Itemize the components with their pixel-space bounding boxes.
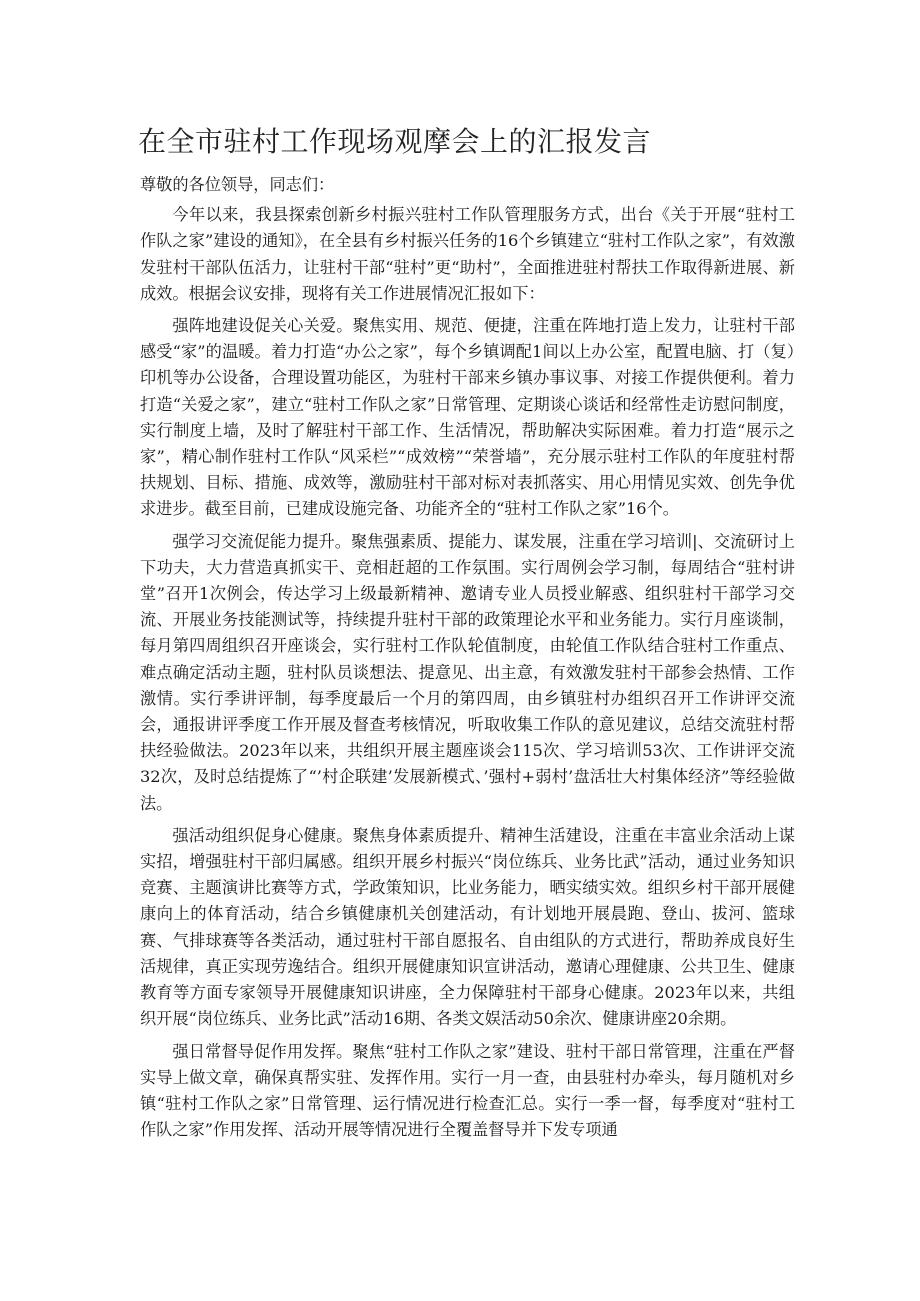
paragraph-daily-supervision: 强日常督导促作用发挥。聚焦“驻村工作队之家”建设、驻村干部日常管理，注重在严督实导上做文章，确保真帮实驻、发挥作用。实行一月一查，由县驻村办牵头，每月随机对乡镇“驻村工作队之家”日常管理、运行情况进行检查汇总。实行一季一督，每季度对“驻村工作队之家”作用发挥、活动开展等情况进行全覆盖督导并下发专项通 xyxy=(140,1041,795,1140)
document-page xyxy=(140,122,795,1149)
paragraph-intro: 今年以来，我县探索创新乡村振兴驻村工作队管理服务方式，出台《关于开展“驻村工作队之家”建设的通知》，在全县有乡村振兴任务的16个乡镇建立“驻村工作队之家”，有效激发驻村干部队伍活力，让驻村干部“驻村”更“助村”，全面推进驻村帮扶工作取得新进展、新成效。根据会议安排，现将有关工作进展情况汇报如下： xyxy=(140,205,795,303)
paragraph-activities-health: 强活动组织促身心健康。聚焦身体素质提升、精神生活建设，注重在丰富业余活动上谋实招，增强驻村干部归属感。组织开展乡村振兴“岗位练兵、业务比武”活动，通过业务知识竞赛、主题演讲比赛等方式，学政策知识，比业务能力，晒实绩实效。组织乡村干部开展健康向上的体育活动，结合乡镇健康机关创建活动，有计划地开展晨跑、登山、拔河、篮球赛、气排球赛等各类活动，通过驻村干部自愿报名、自由组队的方式进行，帮助养成良好生活规律，真正实现劳逸结合。组织开展健康知识宣讲活动，邀请心理健康、公共卫生、健康教育等方面专家领导开展健康知识讲座，全力保障驻村干部身心健康。2023年以来，共组织开展“岗位练兵、业务比武”活动16期、各类文娱活动50余次、健康讲座20余期。 xyxy=(140,825,795,1029)
paragraph-study-exchange: 强学习交流促能力提升。聚焦强素质、提能力、谋发展，注重在学习培训|、交流研讨上下功夫，大力营造真抓实干、竞相赶超的工作氛围。实行周例会学习制，每周结合“驻村讲堂”召开1次例会，传达学习上级最新精神、邀请专业人员授业解惑、组织驻村干部学习交流、开展业务技能测试等，持续提升驻村干部的政策理论水平和业务能力。实行月座谈制，每月第四周组织召开座谈会，实行驻村工作队轮值制度，由轮值工作队结合驻村工作重点、难点确定活动主题，驻村队员谈想法、提意见、出主意，有效激发驻村干部参会热情、工作激情。实行季讲评制，每季度最后一个月的第四周，由乡镇驻村办组织召开工作讲评交流会，通报讲评季度工作开展及督查考核情况，听取收集工作队的意见建议，总结交流驻村帮扶经验做法。2023年以来，共组织开展主题座谈会115次、学习培训53次、工作讲评交流32次，及时总结提炼了“’村企联建’发展新模式、’强村+弱村’盘活壮大村集体经济”等经验做法。 xyxy=(140,531,795,813)
paragraph-position-building: 强阵地建设促关心关爱。聚焦实用、规范、便捷，注重在阵地打造上发力，让驻村干部感受“家”的温暖。着力打造“办公之家”，每个乡镇调配1间以上办公室，配置电脑、打（复）印机等办公设备，合理设置功能区，为驻村干部来乡镇办事议事、对接工作提供便利。着力打造“关爱之家”，建立“驻村工作队之家”日常管理、定期谈心谈话和经常性走访慰问制度，实行制度上墙，及时了解驻村干部工作、生活情况，帮助解决实际困难。着力打造“展示之家”，精心制作驻村工作队“风采栏”“成效榜”“荣誉墙”，充分展示驻村工作队的年度驻村帮扶规划、目标、措施、成效等，激励驻村干部对标对表抓落实、用心用情见实效、创先争优求进步。截至目前，已建成设施完备、功能齐全的“驻村工作队之家”16个。 xyxy=(140,316,795,519)
document-title: 在全市驻村工作现场观摩会上的汇报发言 xyxy=(138,125,652,158)
salutation: 尊敬的各位领导，同志们： xyxy=(140,175,335,194)
